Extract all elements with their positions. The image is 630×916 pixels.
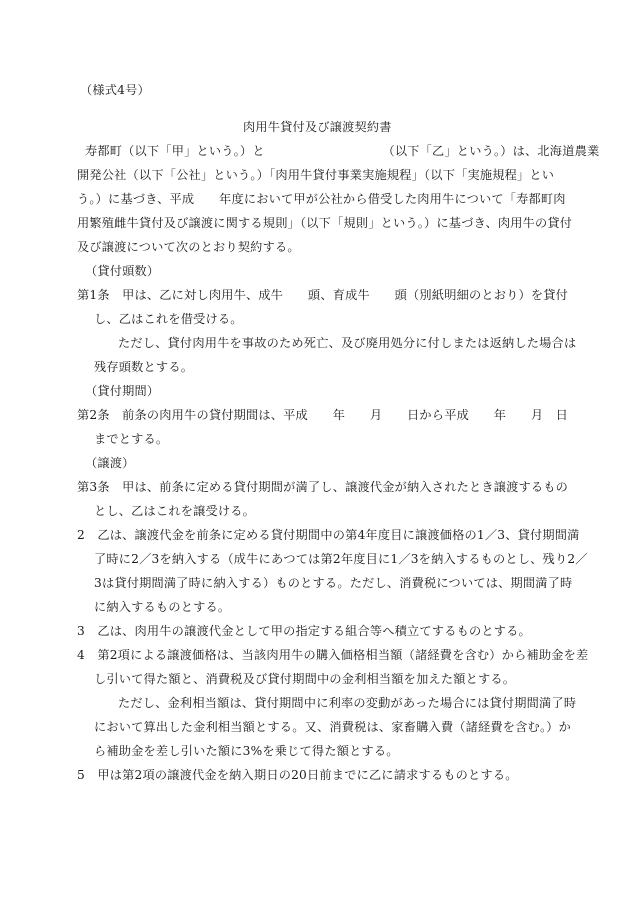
article2-line: までとする。 bbox=[94, 432, 169, 446]
article1-heading: （貸付頭数） bbox=[85, 264, 160, 278]
article2-line: 第2条 前条の肉用牛の貸付期間は、平成 年 月 日から平成 年 月 日 bbox=[77, 408, 569, 422]
preamble-line: 用繁殖雌牛貸付及び譲渡に関する規則」（以下「規則」という。）に基づき、肉用牛の貸付 bbox=[77, 216, 573, 230]
article3-item4: し引いて得た額と、消費税及び貸付期間中の金利相当額を加えた額とする。 bbox=[94, 672, 516, 686]
article3-item2: に納入するものとする。 bbox=[94, 600, 231, 614]
article3-item4-proviso: ただし、金利相当額は、貸付期間中に利率の変動があった場合には貸付期間満了時 bbox=[118, 696, 577, 710]
article3-line: 第3条 甲は、前条に定める貸付期間が満了し、譲渡代金が納入されたとき譲渡するもの bbox=[77, 480, 569, 494]
article3-line: とし、乙はこれを譲受ける。 bbox=[94, 504, 256, 518]
article3-item2: 3は貸付期間満了時に納入する）ものとする。ただし、消費税については、期間満了時 bbox=[94, 576, 573, 590]
article3-item3: 3 乙は、肉用牛の譲渡代金として甲の指定する組合等へ積立てするものとする。 bbox=[77, 624, 531, 638]
article3-heading: （譲渡） bbox=[85, 456, 135, 470]
article1-proviso: 残存頭数とする。 bbox=[94, 360, 194, 374]
article3-item2: 2 乙は、譲渡代金を前条に定める貸付期間中の第4年度目に譲渡価格の1／3、貸付期間満 bbox=[77, 528, 580, 542]
article1-line: し、乙はこれを借受ける。 bbox=[94, 312, 243, 326]
preamble-line: 開発公社（以下「公社」という。）「肉用牛貸付事業実施規程」（以下「実施規程」とい bbox=[77, 168, 555, 182]
article3-item4-proviso: ら補助金を差し引いた額に3%を乗じて得た額とする。 bbox=[94, 744, 399, 758]
document-title: 肉用牛貸付及び譲渡契約書 bbox=[243, 120, 392, 134]
form-number: （様式4号） bbox=[80, 83, 150, 97]
article3-item4: 4 第2項による譲渡価格は、当該肉用牛の購入価格相当額（諸経費を含む）から補助金を差 bbox=[77, 648, 589, 662]
article1-line: 第1条 甲は、乙に対し肉用牛、成牛 頭、育成牛 頭（別紙明細のとおり）を貸付 bbox=[77, 288, 569, 302]
article2-heading: （貸付期間） bbox=[85, 384, 160, 398]
article3-item2: 了時に2／3を納入する（成牛にあつては第2年度目に1／3を納入するものとし、残り2／ bbox=[94, 552, 588, 566]
article3-item5: 5 甲は第2項の譲渡代金を納入期日の20日前までに乙に請求するものとする。 bbox=[77, 768, 518, 782]
preamble-line: う。）に基づき、平成 年度において甲が公社から借受した肉用牛について「寿都町肉 bbox=[77, 192, 566, 206]
preamble-line: 寿都町（以下「甲」という。）と （以下「乙」という。）は、北海道農業 bbox=[85, 144, 600, 158]
article3-item4-proviso: において算出した金利相当額とする。又、消費税は、家畜購入費（諸経費を含む。）か bbox=[94, 720, 572, 734]
preamble-line: 及び譲渡について次のとおり契約する。 bbox=[77, 240, 300, 254]
article1-proviso: ただし、貸付肉用牛を事故のため死亡、及び廃用処分に付しまたは返納した場合は bbox=[118, 336, 577, 350]
